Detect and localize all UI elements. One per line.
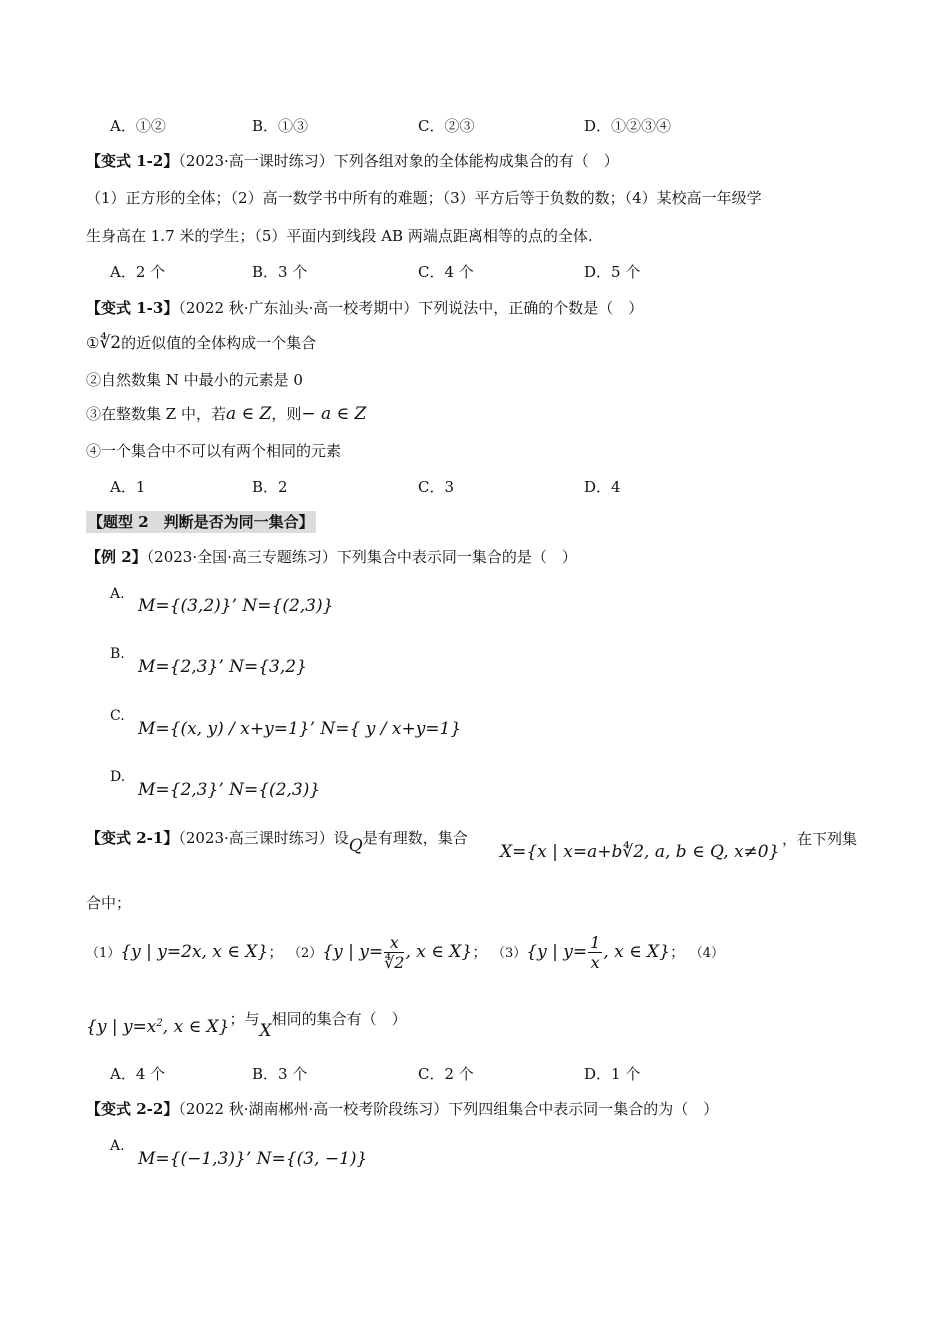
question-tag: 【例 2】 [86, 548, 147, 566]
question-stem: （2023·高一课时练习）下列各组对象的全体能构成集合的有（ ） [178, 152, 619, 170]
statement-text: ③在整数集 Z 中，若 [86, 405, 226, 423]
question-stem: （2022 秋·广东汕头·高一校考期中）下列说法中，正确的个数是（ ） [178, 299, 644, 317]
item-4-formula-post: , x ∈ X} [162, 1017, 230, 1037]
question-tail: ；与 [229, 1010, 260, 1028]
question-tag: 【变式 1-3】 [86, 299, 179, 317]
option-b[interactable]: B．①③ [252, 117, 309, 135]
question-stem: （2023·高三课时练习）设 [178, 829, 349, 847]
numerator: x [384, 935, 404, 953]
set-x-definition: X={x | x=a+b∜2, a, b ∈ Q, x≠0} [500, 842, 780, 862]
math-x: X [259, 1021, 272, 1041]
question-tail: 相同的集合有（ ） [271, 1010, 407, 1028]
item-label: （3） [491, 946, 527, 961]
option-a[interactable]: A．4 个 [110, 1065, 166, 1083]
item-2-formula-pre: {y | y= [322, 942, 384, 962]
separator: ； [669, 943, 685, 961]
item-3-formula-post: , x ∈ X} [603, 942, 670, 962]
option-c[interactable]: C．4 个 [418, 263, 474, 281]
option-c[interactable]: C．3 [418, 478, 455, 496]
variant-1-2-items-line-2: 生身高在 1.7 米的学生；（5）平面内到线段 AB 两端点距离相等的点的全体. [86, 227, 593, 245]
item-label: （4） [689, 946, 725, 961]
item-3-formula-pre: {y | y= [526, 942, 588, 962]
question-tag: 【变式 2-2】 [86, 1100, 179, 1118]
option-c[interactable]: C．2 个 [418, 1065, 474, 1083]
option-formula: M={(−1,3)}’ N={(3, −1)} [138, 1149, 368, 1169]
option-letter: A. [110, 1138, 125, 1154]
math-a-in-z: a ∈ Z [225, 404, 272, 424]
option-d[interactable]: D．5 个 [584, 263, 641, 281]
option-formula: M={(3,2)}’ N={(2,3)} [138, 596, 334, 616]
variant-1-2-options [0, 262, 950, 282]
question-stem: （2022 秋·湖南郴州·高一校考阶段练习）下列四组集合中表示同一集合的为（ ） [178, 1100, 719, 1118]
variant-2-1-items [86, 935, 724, 971]
question-tag: 【变式 1-2】 [86, 152, 179, 170]
option-a[interactable]: A．2 个 [110, 263, 166, 281]
item-label: （2） [288, 946, 323, 961]
option-b[interactable]: B．2 [252, 478, 288, 496]
variant-2-1-stem [86, 828, 468, 856]
section-heading: 【题型 2 判断是否为同一集合】 [88, 513, 314, 531]
statement-number: ① [86, 334, 100, 352]
fraction-1-over-x [588, 935, 602, 971]
statement-text: 的近似值的全体构成一个集合 [121, 334, 317, 352]
statement-3 [86, 404, 366, 424]
option-formula: M={2,3}’ N={(2,3)} [138, 780, 321, 800]
option-letter: D. [110, 769, 126, 785]
separator: ； [268, 943, 284, 961]
item-4-formula-pre: {y | y=x [86, 1017, 157, 1037]
option-letter: B. [110, 646, 125, 662]
question-stem: （2023·全国·高三专题练习）下列集合中表示同一集合的是（ ） [146, 548, 577, 566]
variant-1-2-items-line-1: （1）正方形的全体；（2）高一数学书中所有的难题；（3）平方后等于负数的数；（4）某校高一年级学 [86, 189, 762, 207]
option-formula: M={2,3}’ N={3,2} [138, 657, 307, 677]
statement-text: ，则 [271, 405, 302, 423]
exponent: 2 [156, 1018, 163, 1029]
option-d[interactable]: D．①②③④ [584, 117, 672, 135]
options-row-prev-question [0, 116, 950, 136]
variant-1-2-stem [86, 151, 619, 171]
item-1-formula: {y | y=2x, x ∈ X} [120, 942, 269, 962]
option-b[interactable]: B．3 个 [252, 263, 308, 281]
question-tag: 【变式 2-1】 [86, 829, 179, 847]
option-c[interactable]: C．②③ [418, 117, 475, 135]
option-d[interactable]: D．1 个 [584, 1065, 641, 1083]
option-a[interactable]: A．①② [110, 117, 166, 135]
separator: ； [472, 943, 488, 961]
option-formula: M={(x, y) / x+y=1}’ N={ y / x+y=1} [138, 719, 462, 739]
statement-4: ④一个集合中不可以有两个相同的元素 [86, 442, 342, 460]
variant-2-2-stem [86, 1099, 718, 1119]
variant-2-1-item-4-line [86, 1010, 407, 1041]
fourth-root-2: ∜2 [99, 333, 122, 353]
variant-1-3-options [0, 477, 950, 497]
denominator: x [590, 953, 600, 972]
option-a[interactable]: A．1 [110, 478, 146, 496]
option-letter: A. [110, 586, 125, 602]
variant-1-3-stem [86, 298, 643, 318]
question-stem-continued: 合中； [86, 894, 132, 912]
option-b[interactable]: B．3 个 [252, 1065, 308, 1083]
option-d[interactable]: D．4 [584, 478, 621, 496]
option-letter: C. [110, 708, 125, 724]
numerator: 1 [590, 933, 601, 952]
variant-2-1-options [0, 1064, 950, 1084]
item-label: （1） [86, 946, 121, 961]
denominator: ∜2 [384, 953, 405, 972]
fraction-x-over-root2 [384, 935, 404, 971]
math-q: Q [348, 836, 363, 856]
math-neg-a-in-z: − a ∈ Z [301, 404, 367, 424]
example-2-stem [86, 547, 577, 567]
question-stem: ，在下列集 [782, 830, 858, 848]
question-stem: 是有理数，集合 [362, 829, 468, 847]
statement-1 [86, 333, 316, 353]
item-2-formula-post: , x ∈ X} [405, 942, 473, 962]
statement-2: ②自然数集 N 中最小的元素是 0 [86, 371, 303, 389]
